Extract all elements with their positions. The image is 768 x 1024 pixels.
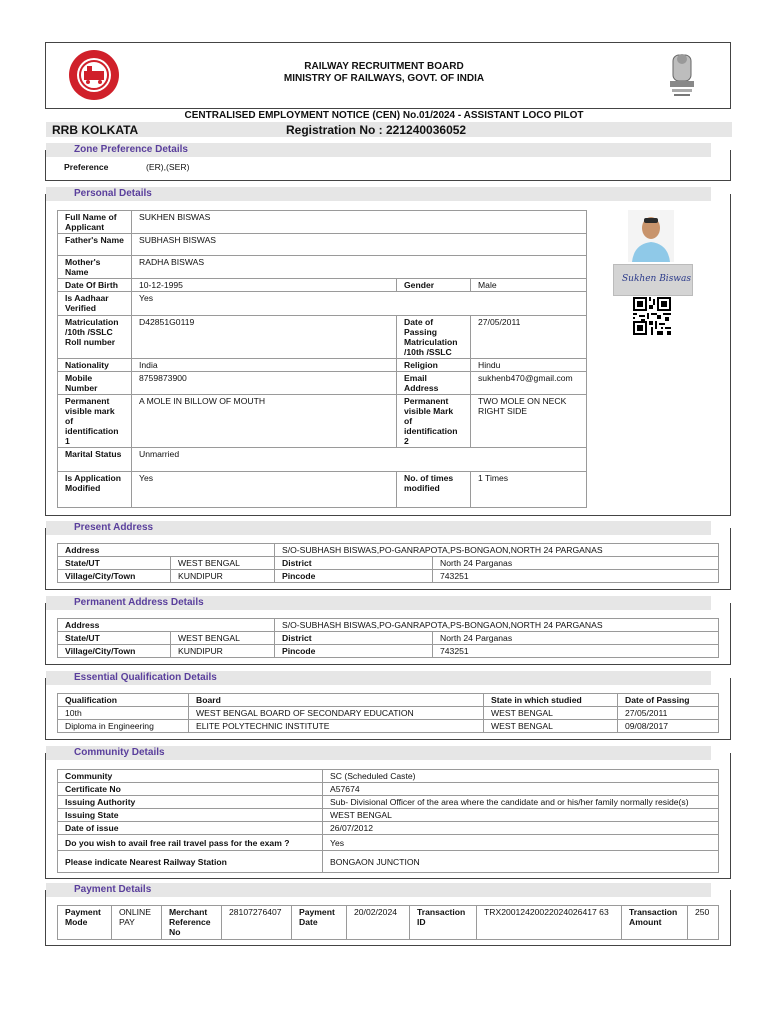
field-label: Pincode — [275, 570, 433, 583]
table-row — [58, 720, 719, 733]
board-title: RAILWAY RECRUITMENT BOARD — [304, 61, 464, 72]
field-value: Diploma in Engineering — [58, 720, 189, 733]
field-value: TWO MOLE ON NECK RIGHT SIDE — [471, 395, 587, 448]
field-label: Full Name of Applicant — [58, 211, 132, 234]
field-value: A57674 — [323, 783, 719, 796]
permanent-address-table — [57, 618, 719, 658]
field-label: Merchant Reference No — [162, 906, 222, 940]
field-label: Transaction Amount — [622, 906, 688, 940]
field-value: SC (Scheduled Caste) — [323, 770, 719, 783]
section-heading-text: Permanent Address Details — [74, 597, 204, 608]
national-emblem-icon — [664, 49, 700, 101]
notice-title: CENTRALISED EMPLOYMENT NOTICE (CEN) No.01/2024 - ASSISTANT LOCO PILOT — [184, 110, 584, 121]
field-value: 743251 — [433, 570, 719, 583]
field-label: Nationality — [58, 359, 132, 372]
field-value: WEST BENGAL — [484, 720, 618, 733]
field-value: 8759873900 — [132, 372, 397, 395]
field-value: Yes — [132, 292, 587, 316]
field-value: Male — [471, 279, 587, 292]
field-label: Date Of Birth — [58, 279, 132, 292]
field-value: WEST BENGAL — [323, 809, 719, 822]
table-row — [58, 707, 719, 720]
field-label: Address — [58, 619, 275, 632]
field-label: Matriculation /10th /SSLC Roll number — [58, 316, 132, 359]
field-value: S/O-SUBHASH BISWAS,PO-GANRAPOTA,PS-BONGAON,NORTH 24 PARGANAS — [275, 544, 719, 557]
field-label: Date of Passing — [618, 694, 719, 707]
field-value: ONLINE PAY — [112, 906, 162, 940]
field-value: KUNDIPUR — [171, 570, 275, 583]
field-value: ELITE POLYTECHNIC INSTITUTE — [189, 720, 484, 733]
field-value: Yes — [323, 835, 719, 851]
applicant-photo — [628, 210, 674, 262]
field-label: Date of Passing Matriculation /10th /SSLC — [397, 316, 471, 359]
field-label: State/UT — [58, 632, 171, 645]
field-value: North 24 Parganas — [433, 632, 719, 645]
field-label: Issuing State — [58, 809, 323, 822]
field-label: Payment Date — [292, 906, 347, 940]
field-value: 28107276407 — [222, 906, 292, 940]
field-value: SUBHASH BISWAS — [132, 234, 587, 256]
field-label: Qualification — [58, 694, 189, 707]
field-value: sukhenb470@gmail.com — [471, 372, 587, 395]
field-label: Mother's Name — [58, 256, 132, 279]
rrb-name: RRB KOLKATA — [52, 123, 139, 137]
field-label: Village/City/Town — [58, 570, 171, 583]
registration-bar — [46, 122, 732, 137]
field-label: Father's Name — [58, 234, 132, 256]
field-value: 743251 — [433, 645, 719, 658]
field-value: 10th — [58, 707, 189, 720]
section-heading-text: Personal Details — [74, 188, 152, 199]
field-label: State/UT — [58, 557, 171, 570]
present-address-table — [57, 543, 719, 583]
qr-code-icon — [633, 297, 671, 335]
field-label: District — [275, 557, 433, 570]
field-value: Yes — [132, 472, 397, 508]
field-value: WEST BENGAL — [484, 707, 618, 720]
field-value: Sub- Divisional Officer of the area where the candidate and or his/her family normally reside(s) — [323, 796, 719, 809]
field-label: Certificate No — [58, 783, 323, 796]
field-label: Please indicate Nearest Railway Station — [58, 851, 323, 873]
field-value: 1 Times — [471, 472, 587, 508]
preference-value: (ER),(SER) — [146, 162, 190, 172]
field-value: WEST BENGAL — [171, 557, 275, 570]
section-heading-text: Payment Details — [74, 884, 152, 895]
field-value: Hindu — [471, 359, 587, 372]
field-value: 09/08/2017 — [618, 720, 719, 733]
section-heading-text: Essential Qualification Details — [74, 672, 217, 683]
ministry-title: MINISTRY OF RAILWAYS, GOVT. OF INDIA — [283, 73, 485, 84]
field-label: Is Aadhaar Verified — [58, 292, 132, 316]
field-value: TRX20012420022024026417 63 — [477, 906, 622, 940]
field-value: WEST BENGAL BOARD OF SECONDARY EDUCATION — [189, 707, 484, 720]
personal-details-table — [57, 210, 587, 508]
field-value: D42851G0119 — [132, 316, 397, 359]
field-label: Marital Status — [58, 448, 132, 472]
field-label: Address — [58, 544, 275, 557]
field-value: 10-12-1995 — [132, 279, 397, 292]
field-value: India — [132, 359, 397, 372]
field-value: Unmarried — [132, 448, 587, 472]
field-label: Board — [189, 694, 484, 707]
field-value: SUKHEN BISWAS — [132, 211, 587, 234]
field-label: No. of times modified — [397, 472, 471, 508]
applicant-signature: Sukhen Biswas — [613, 264, 693, 296]
field-label: Date of issue — [58, 822, 323, 835]
payment-table — [57, 905, 719, 940]
registration-number: Registration No : 221240036052 — [286, 123, 467, 137]
section-heading-text: Zone Preference Details — [74, 144, 188, 155]
field-value: 250 — [688, 906, 719, 940]
field-label: Transaction ID — [410, 906, 477, 940]
field-value: WEST BENGAL — [171, 632, 275, 645]
field-value: 27/05/2011 — [618, 707, 719, 720]
field-value: 27/05/2011 — [471, 316, 587, 359]
field-label: Do you wish to avail free rail travel pass for the exam ? — [58, 835, 323, 851]
field-label: Email Address — [397, 372, 471, 395]
field-value: BONGAON JUNCTION — [323, 851, 719, 873]
field-label: Community — [58, 770, 323, 783]
field-value: 26/07/2012 — [323, 822, 719, 835]
field-label: Gender — [397, 279, 471, 292]
field-label: Religion — [397, 359, 471, 372]
field-label: State in which studied — [484, 694, 618, 707]
field-value: North 24 Parganas — [433, 557, 719, 570]
field-label: Payment Mode — [58, 906, 112, 940]
field-label: Permanent visible mark of identification 1 — [58, 395, 132, 448]
section-heading-text: Community Details — [74, 747, 165, 758]
field-label: Issuing Authority — [58, 796, 323, 809]
field-value: A MOLE IN BILLOW OF MOUTH — [132, 395, 397, 448]
field-value: 20/02/2024 — [347, 906, 410, 940]
field-label: Pincode — [275, 645, 433, 658]
field-label: Mobile Number — [58, 372, 132, 395]
field-value: KUNDIPUR — [171, 645, 275, 658]
community-table — [57, 769, 719, 873]
section-heading-text: Present Address — [74, 522, 154, 533]
field-label: District — [275, 632, 433, 645]
field-value: RADHA BISWAS — [132, 256, 587, 279]
preference-label: Preference — [64, 162, 109, 172]
field-value: S/O-SUBHASH BISWAS,PO-GANRAPOTA,PS-BONGAON,NORTH 24 PARGANAS — [275, 619, 719, 632]
field-label: Village/City/Town — [58, 645, 171, 658]
qualification-table — [57, 693, 719, 733]
field-label: Permanent visible Mark of identification 2 — [397, 395, 471, 448]
field-label: Is Application Modified — [58, 472, 132, 508]
